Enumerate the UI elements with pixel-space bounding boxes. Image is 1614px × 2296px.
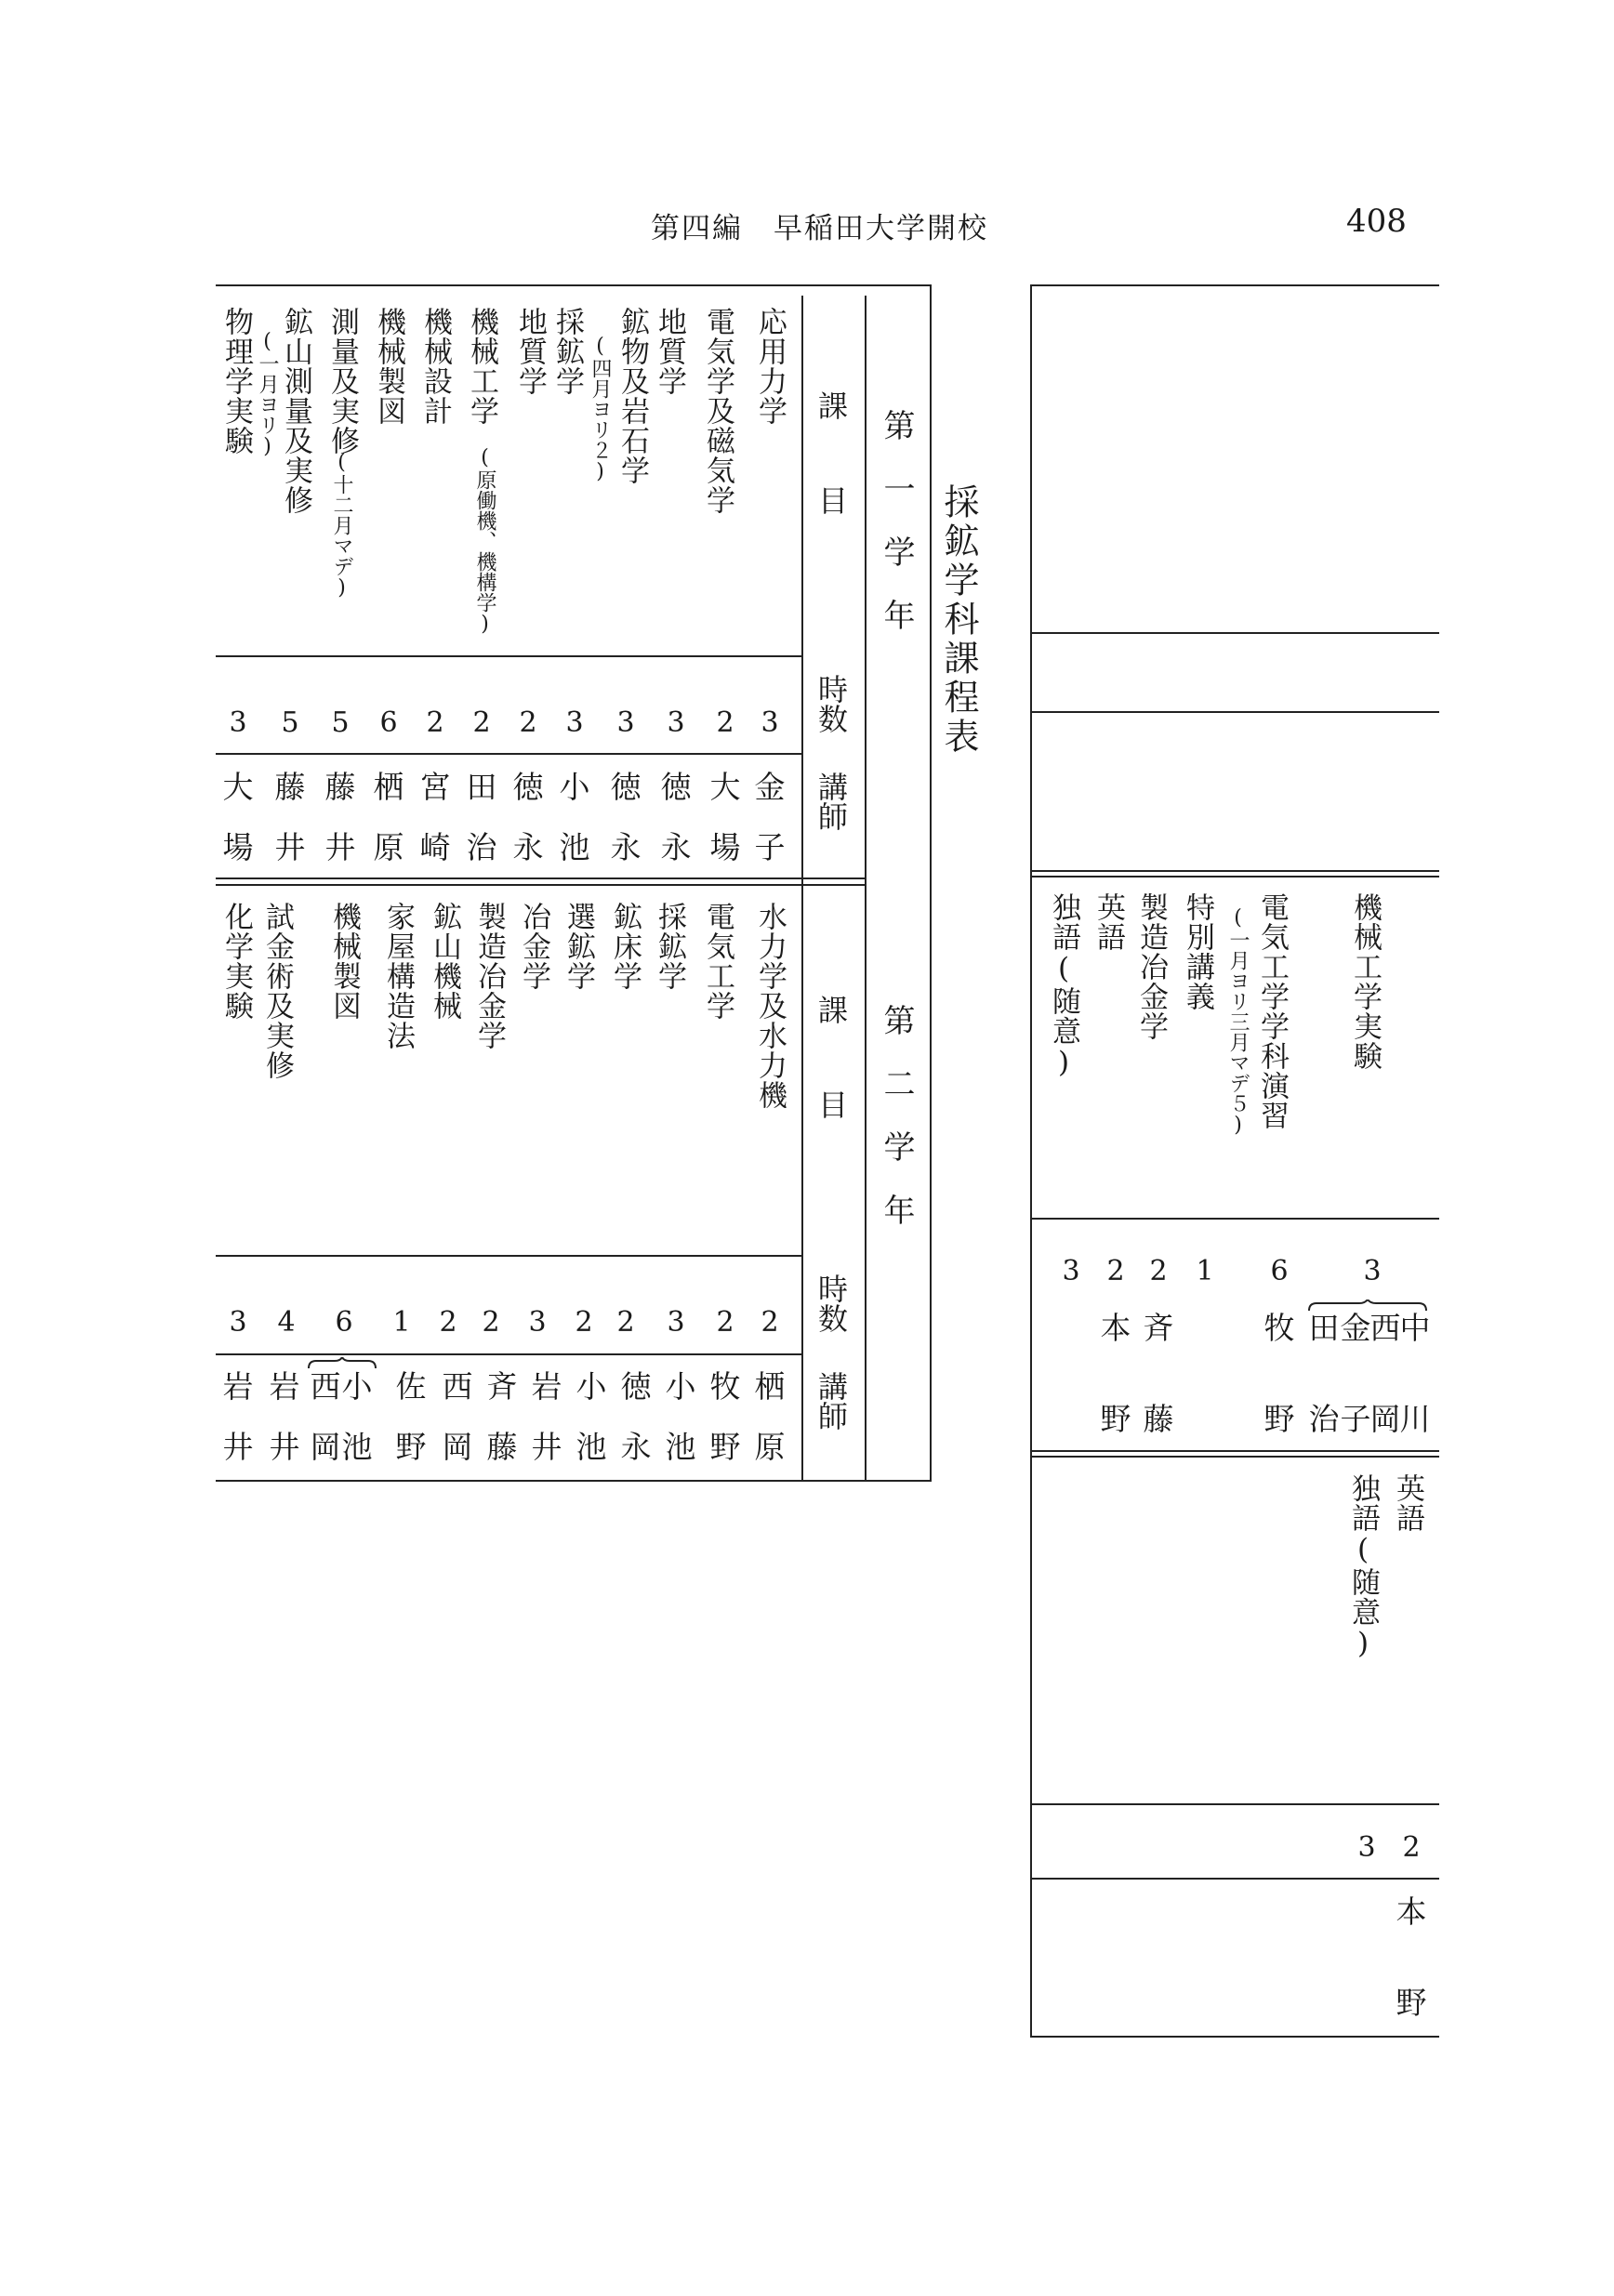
- right-hours: 3: [1062, 1255, 1080, 1287]
- y2-teacher-group-top-left: 西: [310, 1368, 341, 1405]
- right-table-bottom-rule: [1030, 2036, 1439, 2038]
- right-teacher-top: 田: [1308, 1310, 1340, 1346]
- table-title: 採鉱学科課程表: [938, 483, 979, 757]
- y2-teacher-group-top-right: 小: [341, 1368, 373, 1405]
- y1-teacher-top: 金: [754, 769, 786, 805]
- right-table-rule: [1030, 711, 1439, 713]
- y2-hours: 4: [277, 1306, 296, 1339]
- right-table-rule: [1030, 632, 1439, 634]
- right-table-rule: [1030, 1878, 1439, 1880]
- y1-hours: 3: [761, 706, 779, 739]
- y2-subject: 化学実験: [219, 902, 253, 1021]
- y1-teacher-bottom: 井: [274, 829, 306, 865]
- right-table-left-border: [1030, 284, 1032, 2038]
- y1-teacher-top: 大: [709, 769, 741, 805]
- right-lower-subject: 独語(随意): [1346, 1473, 1380, 1661]
- y1-teacher-bottom: 井: [324, 829, 356, 865]
- y1-subject-note: (四月ヨリ２): [589, 335, 612, 483]
- y2-teacher-bottom: 永: [620, 1429, 652, 1465]
- y1-subject: 機械設計: [418, 307, 452, 426]
- y2-teacher-bottom: 池: [665, 1429, 696, 1465]
- y2-teacher-top: 栖: [754, 1368, 786, 1405]
- y2-teacher-top: 徳: [620, 1368, 652, 1405]
- table-right-border: [930, 284, 932, 1482]
- y2-teacher-bottom: 野: [395, 1429, 427, 1465]
- right-subject: 製造冶金学: [1134, 892, 1168, 1041]
- y1-teacher-top: 小: [559, 769, 590, 805]
- y1-teacher-bottom: 子: [754, 829, 786, 865]
- y1-hours: 2: [519, 706, 537, 739]
- right-teacher-top: 西: [1369, 1310, 1401, 1346]
- right-subject: 機械工学実験: [1348, 892, 1382, 1071]
- y2-subject: 家屋構造法: [381, 902, 415, 1050]
- y1-hours: 2: [426, 706, 444, 739]
- y1-teacher-bottom: 永: [660, 829, 692, 865]
- y1-teacher-bottom: 原: [373, 829, 404, 865]
- y1-hours: 2: [716, 706, 734, 739]
- right-table-rule: [1030, 1218, 1439, 1220]
- right-table-rule: [1030, 1803, 1439, 1805]
- y1-teacher-bottom: 永: [512, 829, 544, 865]
- y1-subject: 機械工学: [465, 307, 498, 426]
- y1-teacher-top: 徳: [610, 769, 642, 805]
- y1-subject-note: (十二月マデ): [330, 451, 353, 600]
- y1-teacher-top: 藤: [324, 769, 356, 805]
- y2-teacher-top: 西: [442, 1368, 473, 1405]
- y1-teacher-bottom: 崎: [419, 829, 451, 865]
- right-teacher-top: 金: [1340, 1310, 1371, 1346]
- y2-teacher-bottom: 井: [269, 1429, 300, 1465]
- y2-hours: 2: [716, 1306, 734, 1339]
- y1-subject: 測量及実修: [325, 307, 359, 455]
- y1-subject: 地質学: [513, 307, 547, 396]
- y2-hours: 3: [229, 1306, 247, 1339]
- y1-subject: 採鉱学: [550, 307, 584, 396]
- year-separator-2: [216, 884, 867, 886]
- right-teacher-bottom: 藤: [1143, 1401, 1174, 1437]
- y2-subject: 試金術及実修: [260, 902, 294, 1080]
- y1-hours-rule: [216, 753, 803, 755]
- right-subject: 独語(随意): [1047, 892, 1080, 1080]
- y1-teacher-top: 大: [222, 769, 254, 805]
- y1-subject: 鉱山測量及実修: [279, 307, 312, 515]
- right-subject: 英語: [1091, 892, 1125, 952]
- y1-teacher-bottom: 場: [709, 829, 741, 865]
- header-column-divider: [801, 296, 803, 1480]
- y1-hours: 3: [229, 706, 247, 739]
- right-lower-teacher-bottom: 野: [1396, 1985, 1427, 2021]
- right-teacher-bottom: 治: [1308, 1401, 1340, 1437]
- y1-subject: 電気学及磁気学: [701, 307, 734, 515]
- y1-teacher-bottom: 池: [559, 829, 590, 865]
- y1-hours: 2: [472, 706, 491, 739]
- right-hours: 2: [1149, 1255, 1168, 1287]
- table-top-rule: [216, 284, 932, 286]
- teacher-group-brace: [307, 1357, 377, 1370]
- y1-teacher-top: 宮: [419, 769, 451, 805]
- y2-subject-rule: [216, 1255, 803, 1257]
- y2-subject: 選鉱学: [562, 902, 595, 991]
- right-lower-hours: 2: [1402, 1831, 1421, 1864]
- y2-hours: 2: [482, 1306, 500, 1339]
- year-column-divider: [865, 296, 867, 1480]
- y2-year-label: 第二学年: [878, 1004, 915, 1257]
- right-hours: 6: [1270, 1255, 1289, 1287]
- right-teacher-top: 斉: [1143, 1310, 1174, 1346]
- y2-subject: 鉱床学: [608, 902, 642, 991]
- y2-hours: 2: [616, 1306, 635, 1339]
- table-bottom-rule: [216, 1480, 932, 1482]
- y2-subject: 機械製図: [327, 902, 361, 1021]
- right-teacher-top: 中: [1399, 1310, 1431, 1346]
- y1-teacher-top: 徳: [512, 769, 544, 805]
- y2-col-teacher: 講師: [814, 1371, 849, 1431]
- y2-teacher-bottom: 井: [222, 1429, 254, 1465]
- y2-hours: 3: [667, 1306, 685, 1339]
- right-teacher-bottom: 野: [1263, 1401, 1295, 1437]
- right-table-separator-1: [1030, 870, 1439, 872]
- y2-teacher-bottom: 池: [575, 1429, 607, 1465]
- y1-hours: 3: [565, 706, 584, 739]
- right-teacher-bottom: 子: [1340, 1401, 1371, 1437]
- right-teacher-top: 牧: [1263, 1310, 1295, 1346]
- right-subject-note: (一月ヨリ三月マデ５): [1226, 906, 1250, 1137]
- y2-col-hours: 時数: [814, 1273, 849, 1333]
- y2-teacher-top: 斉: [486, 1368, 518, 1405]
- y2-hours-rule: [216, 1353, 803, 1355]
- right-hours: 3: [1363, 1255, 1382, 1287]
- y2-teacher-bottom: 藤: [486, 1429, 518, 1465]
- y1-teacher-top: 藤: [274, 769, 306, 805]
- right-lower-hours: 3: [1357, 1831, 1376, 1864]
- right-table-rule: [1030, 1456, 1439, 1458]
- y2-subject: 製造冶金学: [472, 902, 506, 1050]
- y2-hours: 2: [575, 1306, 593, 1339]
- right-table-rule: [1030, 1450, 1439, 1452]
- y1-teacher-bottom: 場: [222, 829, 254, 865]
- right-teacher-top: 本: [1100, 1310, 1131, 1346]
- y1-subject-note: (一月ヨリ): [256, 330, 279, 458]
- y2-hours: 3: [528, 1306, 547, 1339]
- y2-subject: 冶金学: [517, 902, 550, 991]
- y1-subject: 鉱物及岩石学: [615, 307, 649, 485]
- y1-col-teacher: 講師: [814, 772, 849, 831]
- running-header: 第四編 早稲田大学開校: [651, 212, 988, 245]
- y2-subject: 採鉱学: [653, 902, 686, 991]
- y1-teacher-top: 田: [466, 769, 497, 805]
- y1-subject-note: (原働機、機構学): [473, 446, 496, 636]
- y1-hours: 6: [379, 706, 398, 739]
- y2-subject: 電気工学: [701, 902, 734, 1021]
- right-hours: 1: [1196, 1255, 1214, 1287]
- y2-teacher-top: 岩: [531, 1368, 562, 1405]
- y2-teacher-bottom: 岡: [442, 1429, 473, 1465]
- y2-hours: 2: [761, 1306, 779, 1339]
- y2-teacher-top: 佐: [395, 1368, 427, 1405]
- y2-teacher-top: 岩: [222, 1368, 254, 1405]
- y2-hours: 1: [392, 1306, 411, 1339]
- y1-year-label: 第一学年: [878, 409, 915, 662]
- right-subject: 特別講義: [1181, 892, 1214, 1011]
- right-table-top-rule: [1030, 284, 1439, 286]
- right-lower-teacher-top: 本: [1396, 1894, 1427, 1930]
- y2-teacher-bottom: 原: [754, 1429, 786, 1465]
- page-number: 408: [1346, 203, 1407, 240]
- y2-hours: 6: [335, 1306, 353, 1339]
- y2-teacher-group-bottom-right: 池: [341, 1429, 373, 1465]
- y1-subject: 機械製図: [372, 307, 405, 426]
- right-subject: 電気工学学科演習: [1255, 892, 1289, 1130]
- y2-teacher-bottom: 野: [709, 1429, 741, 1465]
- right-hours: 2: [1106, 1255, 1125, 1287]
- y2-teacher-group-bottom-left: 岡: [310, 1429, 341, 1465]
- y1-teacher-bottom: 治: [466, 829, 497, 865]
- y1-col-hours: 時数: [814, 674, 849, 733]
- right-teacher-bottom: 川: [1399, 1401, 1431, 1437]
- y1-teacher-top: 栖: [373, 769, 404, 805]
- y1-subject: 地質学: [653, 307, 686, 396]
- y1-subject: 物理学実験: [219, 307, 253, 455]
- y1-hours: 3: [616, 706, 635, 739]
- right-teacher-bottom: 岡: [1369, 1401, 1401, 1437]
- y2-hours: 2: [439, 1306, 457, 1339]
- y1-hours: 3: [667, 706, 685, 739]
- teacher-group-brace: [1307, 1300, 1428, 1313]
- y1-teacher-top: 徳: [660, 769, 692, 805]
- y1-hours: 5: [331, 706, 350, 739]
- year-separator-1: [216, 877, 867, 879]
- y2-teacher-bottom: 井: [531, 1429, 562, 1465]
- y1-subject-rule: [216, 655, 803, 657]
- y2-subject: 鉱山機械: [428, 902, 461, 1021]
- y2-subject: 水力学及水力機: [753, 902, 787, 1110]
- right-teacher-bottom: 野: [1100, 1401, 1131, 1437]
- y2-teacher-top: 小: [575, 1368, 607, 1405]
- y2-teacher-top: 岩: [269, 1368, 300, 1405]
- y1-hours: 5: [281, 706, 299, 739]
- y2-teacher-top: 小: [665, 1368, 696, 1405]
- y1-subject: 応用力学: [753, 307, 787, 426]
- right-lower-subject: 英語: [1391, 1473, 1424, 1533]
- right-table-separator-2: [1030, 876, 1439, 877]
- y2-teacher-top: 牧: [709, 1368, 741, 1405]
- y1-col-subject: 課目: [814, 390, 849, 580]
- y2-col-subject: 課目: [814, 995, 849, 1184]
- y1-teacher-bottom: 永: [610, 829, 642, 865]
